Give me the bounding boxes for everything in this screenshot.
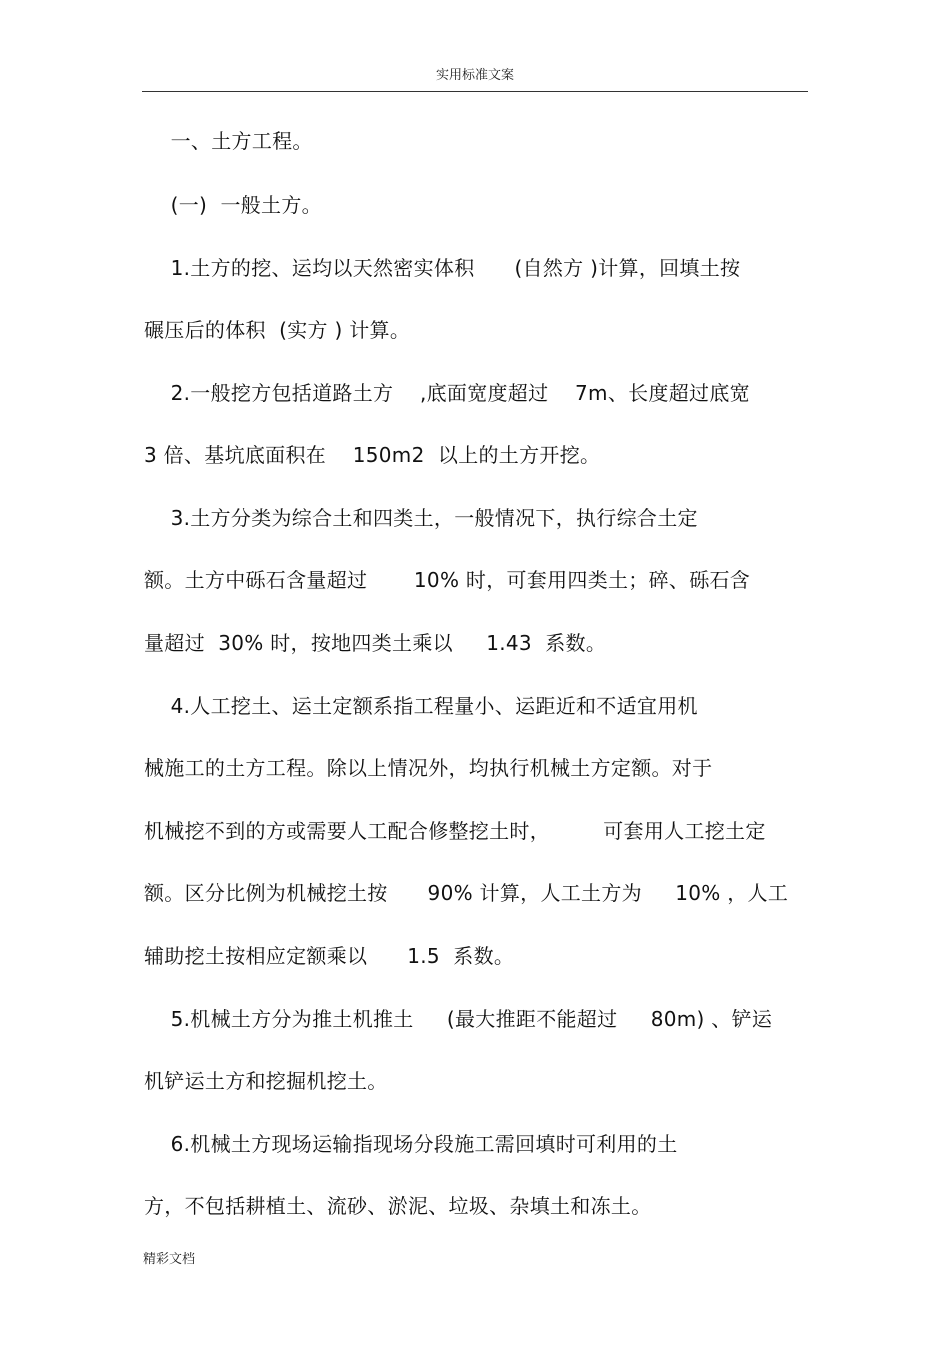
paragraph-line: 量超过 30% 时，按地四类土乘以 1.43 系数。 (144, 631, 607, 655)
paragraph-line: 6.机械土方现场运输指现场分段施工需回填时可利用的土 (144, 1132, 678, 1156)
paragraph-line: 3.土方分类为综合土和四类土，一般情况下，执行综合土定 (144, 506, 698, 530)
subsection-heading: (一) 一般土方。 (144, 193, 322, 217)
paragraph-line: 碾压后的体积 (实方 ) 计算。 (144, 318, 411, 342)
paragraph-line: 机械挖不到的方或需要人工配合修整挖土时， 可套用人工挖土定 (144, 819, 766, 843)
paragraph-line: 方，不包括耕植土、流砂、淤泥、垃圾、杂填土和冻土。 (144, 1194, 652, 1218)
paragraph-line: 4.人工挖土、运土定额系指工程量小、运距近和不适宜用机 (144, 694, 698, 718)
paragraph-line: 5.机械土方分为推土机推土 (最大推距不能超过 80m) 、铲运 (144, 1007, 773, 1031)
paragraph-line: 2.一般挖方包括道路土方 ,底面宽度超过 7m、长度超过底宽 (144, 381, 750, 405)
paragraph-line: 3 倍、基坑底面积在 150m2 以上的土方开挖。 (144, 443, 601, 467)
paragraph-line: 1.土方的挖、运均以天然密实体积 (自然方 )计算，回填土按 (144, 256, 741, 280)
page-footer: 精彩文档 (143, 1252, 196, 1267)
header-divider (142, 91, 808, 92)
paragraph-line: 额。土方中砾石含量超过 10% 时，可套用四类土；碎、砾石含 (144, 568, 751, 592)
paragraph-line: 辅助挖土按相应定额乘以 1.5 系数。 (144, 944, 515, 968)
page-header-title: 实用标准文案 (435, 68, 514, 83)
paragraph-line: 机铲运土方和挖掘机挖土。 (144, 1069, 388, 1093)
section-heading: 一、土方工程。 (144, 129, 313, 153)
paragraph-line: 械施工的土方工程。除以上情况外，均执行机械土方定额。对于 (144, 756, 713, 780)
paragraph-line: 额。区分比例为机械挖土按 90% 计算，人工土方为 10% ，人工 (144, 881, 789, 905)
